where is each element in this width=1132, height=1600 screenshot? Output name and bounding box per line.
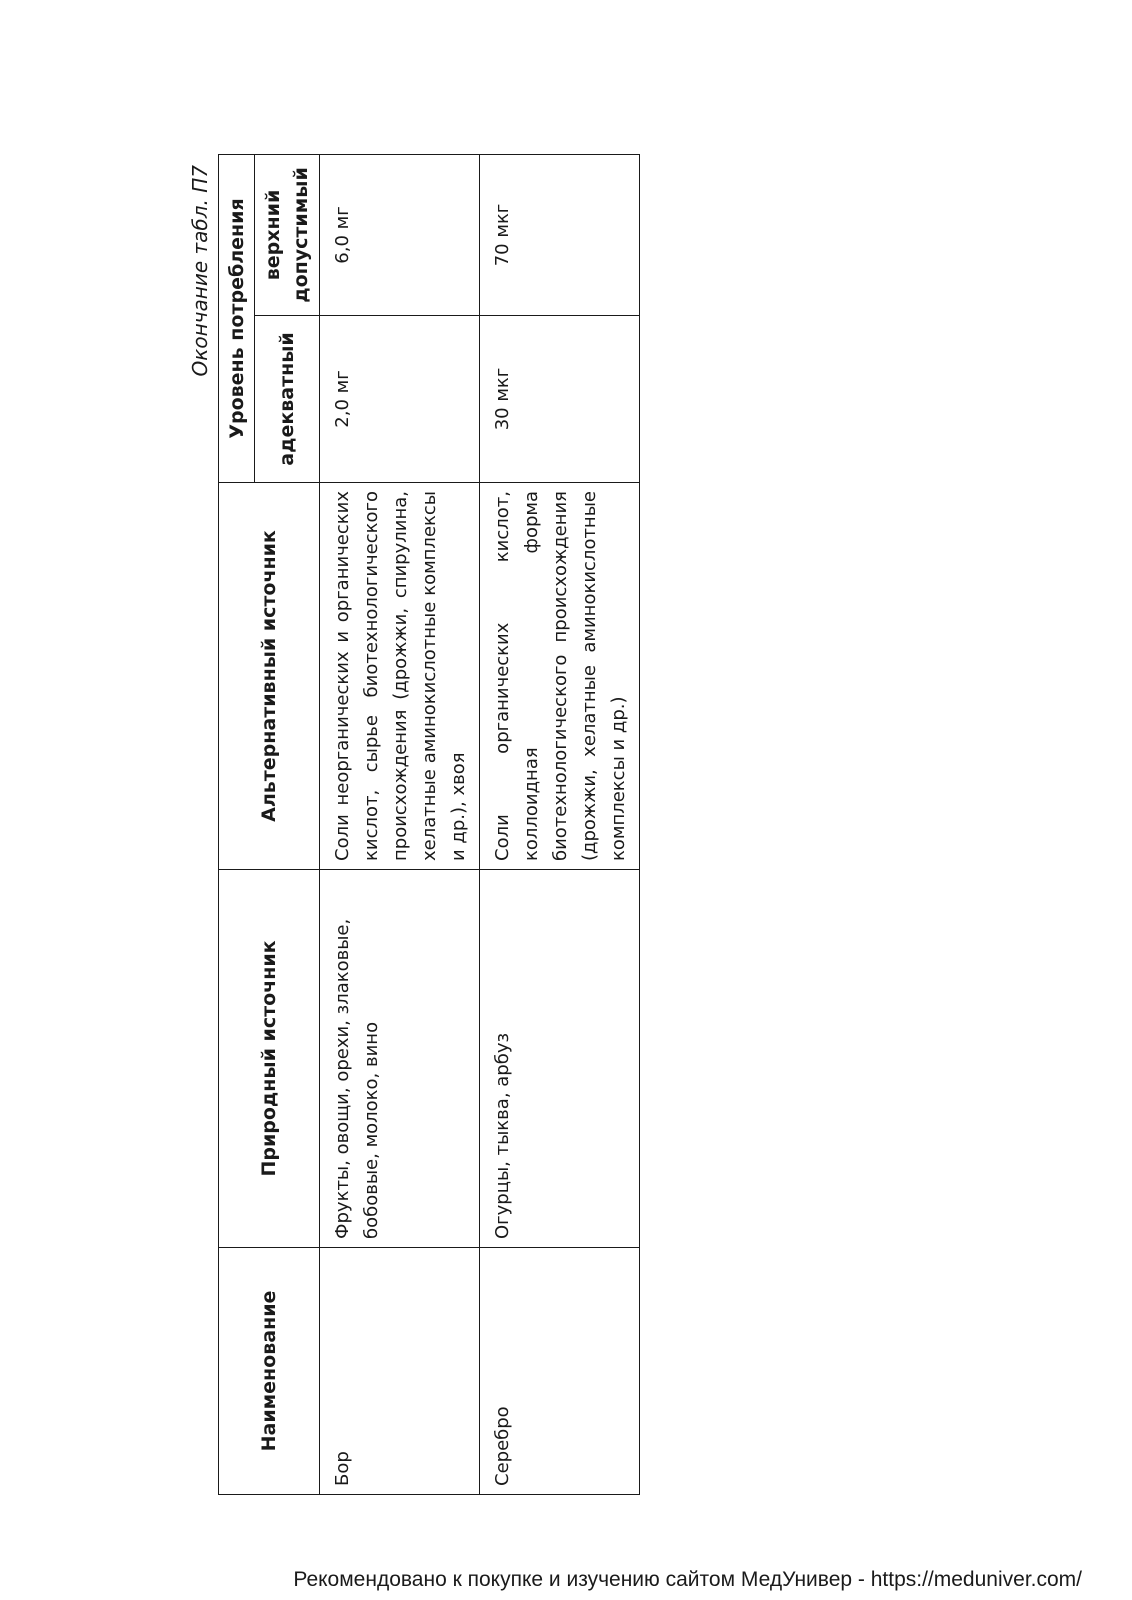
header-row-1 bbox=[219, 154, 255, 1494]
header-upper-line2: допустимый bbox=[290, 167, 312, 303]
cell-natural: Фрукты, овощи, орехи, злаковые, бобовые, молоко, вино bbox=[320, 870, 480, 1248]
header-adequate: адекватный bbox=[255, 316, 320, 483]
cell-adequate: 2,0 мг bbox=[320, 316, 480, 483]
cell-alternative: Соли неорганических и органических кислот, сырье биотехнологического происхождения (дрожжи, спирулина, хелатные аминокислотные комплексы и др.), хвоя bbox=[320, 483, 480, 870]
cell-upper: 6,0 мг bbox=[320, 154, 480, 315]
header-natural-source: Природный источник bbox=[219, 870, 320, 1248]
cell-name: Серебро bbox=[480, 1248, 640, 1495]
cell-alternative: Соли органических кислот, коллоидная форма биотехнологического происхождения (дрожжи, хелатные аминокислотные комплексы и др.) bbox=[480, 483, 640, 870]
cell-upper: 70 мкг bbox=[480, 154, 640, 315]
footer-note: Рекомендовано к покупке и изучению сайтом МедУнивер - https://meduniver.com/ bbox=[293, 1568, 1082, 1591]
table-row bbox=[320, 154, 480, 1494]
header-name: Наименование bbox=[219, 1248, 320, 1495]
cell-natural: Огурцы, тыква, арбуз bbox=[480, 870, 640, 1248]
nutrient-table bbox=[218, 154, 640, 1495]
header-alternative-source: Альтернативный источник bbox=[219, 483, 320, 870]
cell-name: Бор bbox=[320, 1248, 480, 1495]
cell-adequate: 30 мкг bbox=[480, 316, 640, 483]
header-upper-allowed bbox=[255, 154, 320, 315]
rotated-page bbox=[182, 155, 652, 1495]
header-consumption-level: Уровень потребления bbox=[219, 154, 255, 482]
header-upper-line1: верхний bbox=[262, 189, 284, 281]
table-caption: Окончание табл. П7 bbox=[188, 165, 212, 377]
table-row bbox=[480, 154, 640, 1494]
